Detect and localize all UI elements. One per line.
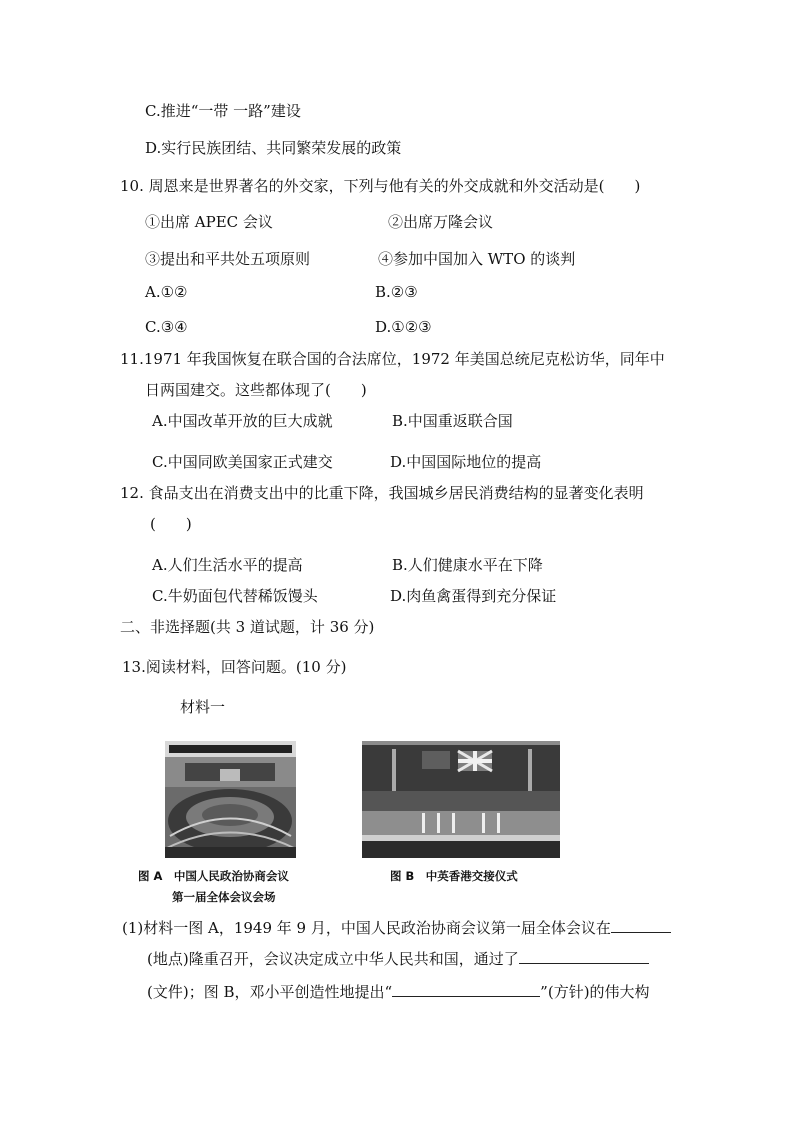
q10-option-d: D.①②③ bbox=[375, 318, 432, 336]
question-12-stem-line2: ( ) bbox=[150, 515, 192, 533]
q10-item-4: ④参加中国加入 WTO 的谈判 bbox=[378, 250, 576, 268]
part1-text-2: (地点)隆重召开，会议决定成立中华人民共和国，通过了 bbox=[147, 950, 519, 968]
caption-figure-b: 图 B 中英香港交接仪式 bbox=[390, 869, 518, 883]
q11-option-a: A.中国改革开放的巨大成就 bbox=[152, 412, 333, 430]
question-13-part1-line1 bbox=[122, 917, 671, 938]
option-d-ethnic-policy: D.实行民族团结、共同繁荣发展的政策 bbox=[145, 139, 402, 157]
material-1-label: 材料一 bbox=[180, 698, 226, 716]
question-10-stem: 10. 周恩来是世界著名的外交家，下列与他有关的外交成就和外交活动是( ) bbox=[120, 177, 641, 195]
q10-option-a: A.①② bbox=[145, 283, 188, 301]
q10-option-b: B.②③ bbox=[375, 283, 418, 301]
q11-option-b: B.中国重返联合国 bbox=[392, 412, 513, 430]
caption-figure-a-line1: 图 A 中国人民政治协商会议 bbox=[138, 869, 289, 883]
q12-option-a: A.人们生活水平的提高 bbox=[152, 556, 303, 574]
part1-text-3: (文件)；图 B，邓小平创造性地提出“ bbox=[147, 983, 393, 1001]
q12-option-d: D.肉鱼禽蛋得到充分保证 bbox=[390, 587, 557, 605]
question-12-stem-line1: 12. 食品支出在消费支出中的比重下降，我国城乡居民消费结构的显著变化表明 bbox=[120, 484, 644, 502]
q10-option-c: C.③④ bbox=[145, 318, 188, 336]
caption-figure-a-line2: 第一届全体会议会场 bbox=[172, 890, 276, 904]
part1-text-1: (1)材料一图 A，1949 年 9 月，中国人民政治协商会议第一届全体会议在 bbox=[122, 919, 611, 937]
question-11-stem-line2: 日两国建交。这些都体现了( ) bbox=[145, 381, 367, 399]
question-13-part1-line3 bbox=[147, 981, 650, 1002]
q10-item-3: ③提出和平共处五项原则 bbox=[145, 250, 311, 268]
question-11-stem-line1: 11.1971 年我国恢复在联合国的合法席位，1972 年美国总统尼克松访华，同年中 bbox=[120, 350, 665, 368]
q10-item-1: ①出席 APEC 会议 bbox=[145, 213, 273, 231]
question-13-part1-line2 bbox=[147, 948, 649, 969]
q11-option-c: C.中国同欧美国家正式建交 bbox=[152, 453, 333, 471]
q12-option-c: C.牛奶面包代替稀饭馒头 bbox=[152, 587, 318, 605]
q10-item-2: ②出席万隆会议 bbox=[388, 213, 494, 231]
photo-cppcc-hall bbox=[165, 741, 296, 858]
answer-blank-location[interactable] bbox=[611, 917, 671, 933]
option-c-belt-road: C.推进“一带 一路”建设 bbox=[145, 102, 301, 120]
part1-text-4: ”(方针)的伟大构 bbox=[540, 983, 650, 1001]
photo-hk-handover bbox=[362, 741, 560, 858]
answer-blank-policy[interactable] bbox=[392, 981, 540, 997]
q12-option-b: B.人们健康水平在下降 bbox=[392, 556, 543, 574]
section-2-heading: 二、非选择题(共 3 道试题，计 36 分) bbox=[120, 618, 375, 636]
answer-blank-document[interactable] bbox=[519, 948, 649, 964]
question-13-stem: 13.阅读材料，回答问题。(10 分) bbox=[122, 658, 347, 676]
q11-option-d: D.中国国际地位的提高 bbox=[390, 453, 542, 471]
